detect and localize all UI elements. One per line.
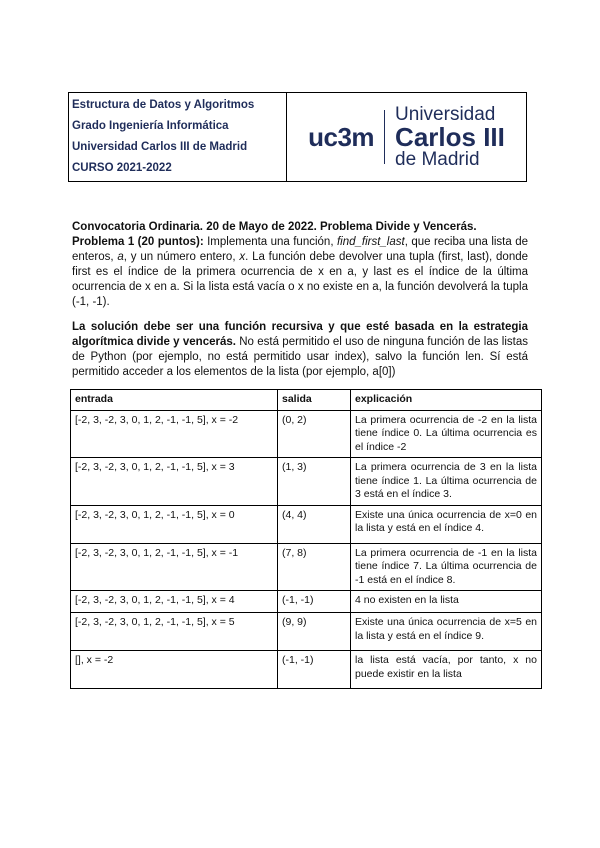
problem-text-1: Implementa una función,: [203, 236, 337, 248]
course-info: [69, 93, 287, 181]
cell-input: [], x = -2: [71, 651, 278, 689]
cell-input: [-2, 3, -2, 3, 0, 1, 2, -1, -1, 5], x = 0: [71, 505, 278, 543]
table-row: [71, 505, 542, 543]
cell-explanation: La primera ocurrencia de -1 en la lista tiene índice 7. La última ocurrencia de -1 está en el índice 8.: [351, 543, 542, 591]
table-row: [71, 543, 542, 591]
cell-input: [-2, 3, -2, 3, 0, 1, 2, -1, -1, 5], x = -1: [71, 543, 278, 591]
cell-explanation: 4 no existen en la lista: [351, 591, 542, 613]
cell-output: (0, 2): [278, 410, 351, 458]
cell-input: [-2, 3, -2, 3, 0, 1, 2, -1, -1, 5], x = 4: [71, 591, 278, 613]
cell-explanation: La primera ocurrencia de -2 en la lista tiene índice 0. La última ocurrencia es el índice -2: [351, 410, 542, 458]
problem-description: [72, 235, 528, 310]
logo-line-1: Universidad: [395, 104, 496, 125]
cell-output: (1, 3): [278, 458, 351, 506]
table-header-row: [71, 390, 542, 411]
header-entrada: entrada: [71, 390, 278, 411]
problem-label: Problema 1 (20 puntos):: [72, 236, 204, 248]
cell-output: (-1, -1): [278, 591, 351, 613]
header-salida: salida: [278, 390, 351, 411]
cell-explanation: La primera ocurrencia de 3 en la lista tiene índice 1. La última ocurrencia de 3 está en el índice 3.: [351, 458, 542, 506]
cell-input: [-2, 3, -2, 3, 0, 1, 2, -1, -1, 5], x = -2: [71, 410, 278, 458]
cell-explanation: Existe una única ocurrencia de x=5 en la lista y está en el índice 9.: [351, 613, 542, 651]
problem-statement: [72, 220, 528, 310]
function-name: find_first_last: [336, 236, 405, 248]
exam-title: Convocatoria Ordinaria. 20 de Mayo de 2022. Problema Divide y Vencerás.: [72, 221, 477, 233]
cell-input: [-2, 3, -2, 3, 0, 1, 2, -1, -1, 5], x = 3: [71, 458, 278, 506]
problem-text-2: , que reciba una lista de enteros,: [72, 236, 528, 263]
logo-line-2: Carlos III: [395, 122, 505, 152]
constraint-bold: La solución debe ser una función recursiva y que esté basada en la estrategia algorítmica divide y vencerás.: [72, 321, 528, 348]
cell-output: (4, 4): [278, 505, 351, 543]
uc3m-logo-text: uc3m: [308, 121, 375, 152]
var-x: x: [239, 251, 246, 263]
examples-table: [70, 389, 542, 689]
course-name: Estructura de Datos y Algoritmos: [72, 99, 255, 111]
var-a: a: [117, 251, 124, 263]
logo-university-wordmark: [395, 105, 505, 169]
university-name: Universidad Carlos III de Madrid: [72, 141, 248, 153]
cell-output: (7, 8): [278, 543, 351, 591]
academic-year: CURSO 2021-2022: [72, 162, 172, 174]
constraint-paragraph: [72, 320, 528, 380]
cell-input: [-2, 3, -2, 3, 0, 1, 2, -1, -1, 5], x = 5: [71, 613, 278, 651]
cell-explanation: Existe una única ocurrencia de x=0 en la lista y está en el índice 4.: [351, 505, 542, 543]
logo-line-3: de Madrid: [395, 149, 480, 170]
university-logo: [287, 93, 526, 181]
cell-explanation: la lista está vacía, por tanto, x no puede existir en la lista: [351, 651, 542, 689]
table-row: [71, 458, 542, 506]
table-row: [71, 591, 542, 613]
table-row: [71, 651, 542, 689]
constraint-text: No está permitido el uso de ninguna función de las listas de Python (por ejemplo, no está permitido usar index), salvo la función len. Sí está permitido acceder a los elementos de la lista (por ejemplo, a[0]): [72, 336, 528, 378]
cell-output: (9, 9): [278, 613, 351, 651]
header-box: [68, 92, 527, 182]
table-row: [71, 613, 542, 651]
degree-name: Grado Ingeniería Informática: [72, 120, 229, 132]
problem-text-3: , y un número entero,: [123, 251, 240, 263]
problem-text-4: . La función debe devolver una tupla (first, last), donde first es el índice de la primera ocurrencia de x en a, y last es el índice de la última ocurrencia de x en a. Si la lista está vacía o x no existe en a, la función devolverá la tupla (-1, -1).: [72, 251, 529, 308]
logo-divider: [384, 110, 385, 164]
header-explicacion: explicación: [351, 390, 542, 411]
table-row: [71, 410, 542, 458]
cell-output: (-1, -1): [278, 651, 351, 689]
